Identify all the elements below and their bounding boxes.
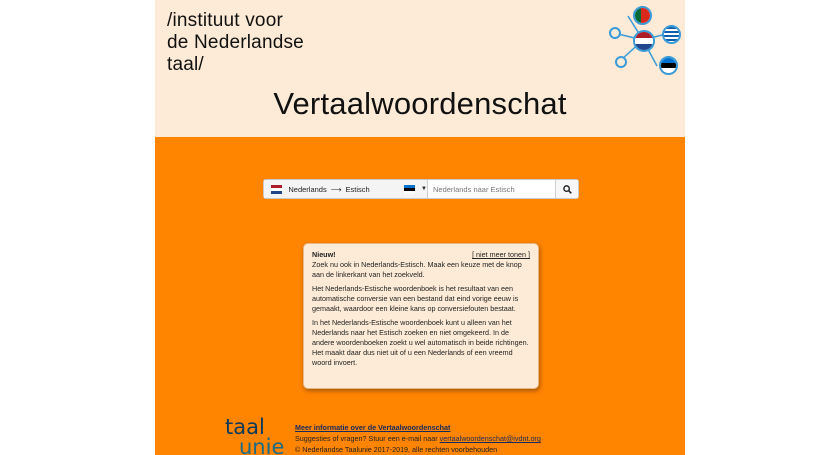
header [155, 0, 685, 137]
source-language-label: Nederlands [288, 184, 327, 194]
contact-text: Suggesties of vragen? Stuur een e-mail naar [295, 434, 438, 443]
empty-flag-dot-icon [609, 27, 621, 39]
language-flags-graphic [601, 0, 685, 80]
portugal-flag-icon [633, 6, 652, 25]
arrow-right-icon: ⟶ [330, 184, 342, 194]
estonia-flag-icon [659, 56, 678, 75]
footer [295, 422, 541, 455]
taalunie-logo-top: taal [225, 415, 265, 439]
logo-line-3[interactable]: taal/ [167, 54, 204, 75]
page [155, 0, 685, 455]
language-select-button[interactable] [264, 180, 428, 198]
chevron-down-icon: ▼ [421, 186, 427, 192]
logo-line-1[interactable]: /instituut voor [167, 10, 283, 31]
info-link[interactable]: Meer informatie over de Vertaalwoordenschat [295, 423, 451, 432]
taalunie-logo-bottom: unie [239, 435, 285, 455]
search-button[interactable] [555, 180, 578, 198]
logo-line-2[interactable]: de Nederlandse [167, 32, 304, 53]
notice-title: Nieuw! [312, 250, 336, 259]
notice-paragraph-2: Het Nederlands-Estische woordenboek is het resultaat van een automatische conversie van een bestand dat eind vorige eeuw is gemaakt, waardoor een kleine kans op conversiefouten bestaat. [312, 284, 519, 313]
search-bar [263, 179, 579, 199]
search-icon [563, 185, 572, 194]
greece-flag-icon [662, 25, 681, 44]
estonia-flag-icon [404, 185, 415, 194]
contact-email-link[interactable]: vertaalwoordenschat@ivdnt.org [439, 434, 541, 443]
hide-notice-link[interactable]: [ niet meer tonen ] [472, 250, 530, 259]
copyright-text: © Nederlandse Taalunie 2017-2019, alle rechten voorbehouden [295, 445, 498, 454]
target-language-label: Estisch [345, 184, 370, 194]
notice-box [303, 243, 539, 389]
taalunie-logo[interactable] [225, 417, 284, 455]
netherlands-flag-icon [271, 185, 282, 194]
netherlands-flag-icon [633, 30, 655, 52]
notice-paragraph-1: Zoek nu ook in Nederlands-Estisch. Maak een keuze met de knop aan de linkerkant van het zoekveld. [312, 260, 522, 279]
page-title: Vertaalwoordenschat [273, 86, 567, 121]
search-input[interactable] [429, 180, 557, 198]
empty-flag-dot-icon-2 [615, 56, 627, 68]
notice-paragraph-3: In het Nederlands-Estische woordenboek kunt u alleen van het Nederlands naar het Estisch zoeken en niet omgekeerd. In de andere woordenboeken zoekt u wel automatisch in beide richtingen. Het maakt daar dus niet uit of u een Nederlands of een vreemd woord invoert. [312, 318, 529, 367]
